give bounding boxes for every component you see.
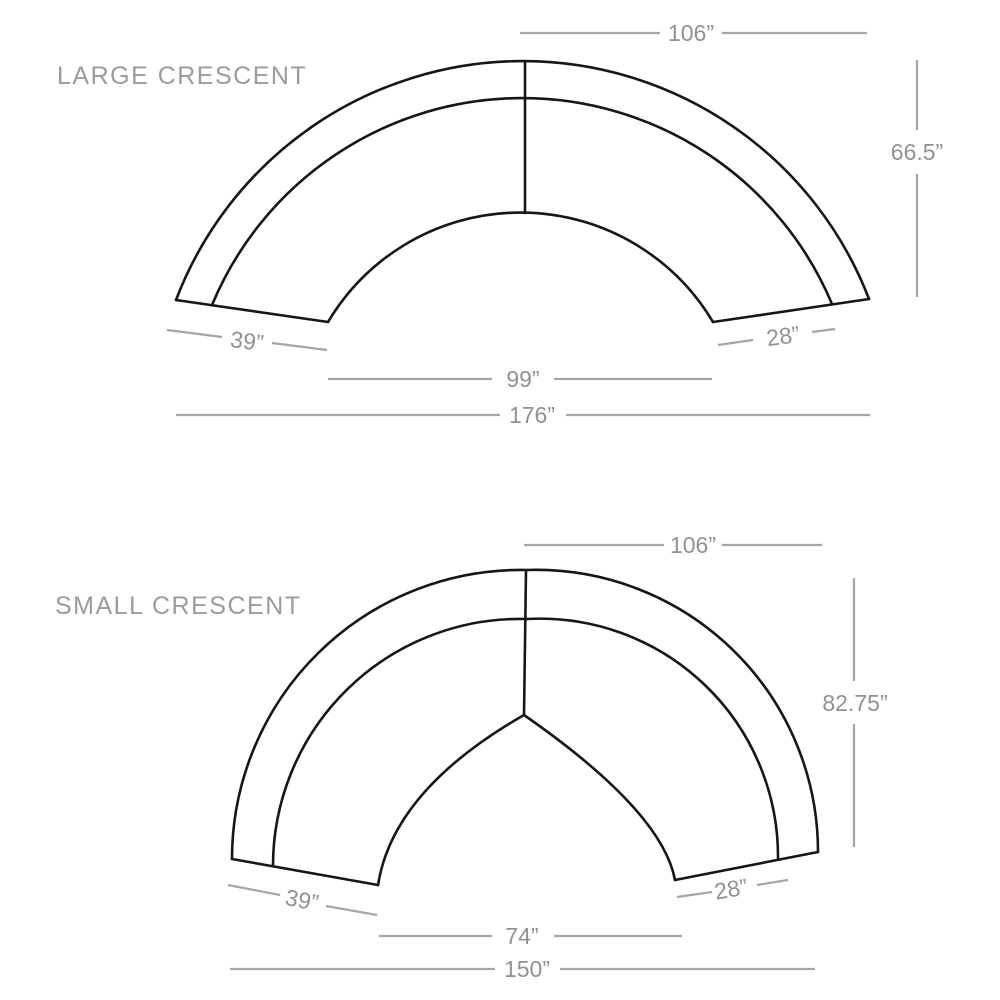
large-height-label: 66.5” <box>890 139 944 165</box>
large-overall-width-label: 176” <box>508 402 556 428</box>
small-left-end-cap <box>232 859 378 885</box>
large-inner-arc <box>328 213 713 322</box>
small-back-cushion-arc-right <box>527 619 778 859</box>
small-inner-arc-right <box>524 715 675 880</box>
small-top-width-label: 106” <box>669 532 717 558</box>
large-left-arm-label: 39” <box>228 326 266 356</box>
large-inner-width-label: 99” <box>506 366 540 392</box>
small-back-cushion-arc-left <box>273 619 527 866</box>
large-crescent-outline <box>176 61 869 322</box>
small-crescent-outline <box>232 570 818 885</box>
small-crescent-section <box>55 532 888 982</box>
small-height-label: 82.75” <box>822 690 888 716</box>
large-crescent-title: LARGE CRESCENT <box>57 62 308 90</box>
small-inner-arc-left <box>378 715 524 885</box>
large-crescent-section <box>57 20 943 428</box>
large-right-end-cap <box>713 299 869 322</box>
large-top-width-label: 106” <box>667 20 715 46</box>
small-inner-width-label: 74” <box>505 923 539 949</box>
small-right-end-cap <box>675 852 818 880</box>
small-left-arm-label: 39” <box>283 884 321 916</box>
small-center-seam <box>524 571 526 715</box>
large-left-end-cap <box>176 300 328 322</box>
large-right-arm-label: 28” <box>764 320 802 352</box>
small-crescent-title: SMALL CRESCENT <box>55 592 302 620</box>
small-right-arm-label: 28” <box>712 873 750 905</box>
small-overall-width-label: 150” <box>503 956 551 982</box>
small-crescent-dimensions <box>228 532 888 982</box>
